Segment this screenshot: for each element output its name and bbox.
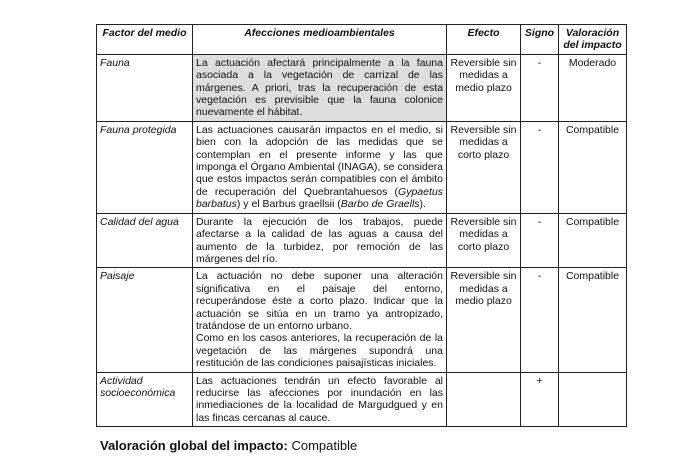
table-row [97, 268, 627, 372]
species-name: Gypaetus barbatus [196, 185, 443, 211]
factor-cell: Paisaje [97, 268, 193, 372]
global-assessment [100, 438, 357, 453]
header-valoracion: Valoración del impacto [559, 25, 627, 55]
afecciones-paragraph: Como en los casos anteriores, la recuperación de la vegetación de las márgenes supondrá una restitución de las condiciones paisajísticas iniciales. [196, 332, 443, 370]
global-assessment-label: Valoración global del impacto: [100, 438, 288, 453]
valoracion-cell: Compatible [559, 121, 627, 213]
efecto-cell: Reversible sin medidas a medio plazo [447, 54, 521, 121]
species-name: Barbo de Graells [340, 198, 420, 211]
factor-cell: Fauna protegida [97, 121, 193, 213]
factor-cell: Calidad del agua [97, 213, 193, 268]
signo-cell: - [521, 268, 559, 372]
valoracion-cell: Compatible [559, 268, 627, 372]
table-row [97, 372, 627, 427]
impact-table [96, 24, 627, 427]
signo-cell: - [521, 121, 559, 213]
valoracion-cell: Compatible [559, 213, 627, 268]
efecto-cell [447, 372, 521, 427]
table-header-row [97, 25, 627, 55]
global-assessment-value: Compatible [291, 438, 358, 453]
efecto-cell: Reversible sin medidas a corto plazo [447, 121, 521, 213]
table-row [97, 54, 627, 121]
afecciones-cell [193, 268, 447, 372]
valoracion-cell [559, 372, 627, 427]
valoracion-cell: Moderado [559, 54, 627, 121]
afecciones-text: ) y el Barbus graellsii ( [236, 198, 341, 211]
afecciones-text: ). [419, 198, 426, 211]
factor-cell: Fauna [97, 54, 193, 121]
signo-cell: - [521, 213, 559, 268]
table-row [97, 121, 627, 213]
signo-cell: - [521, 54, 559, 121]
header-factor: Factor del medio [97, 25, 193, 55]
header-efecto: Efecto [447, 25, 521, 55]
efecto-cell: Reversible sin medidas a medio plazo [447, 268, 521, 372]
afecciones-cell: La actuación afectará principalmente a la fauna asociada a la vegetación de carrizal de las márgenes. A priori, tras la recuperación de esta vegetación es previsible que la fauna colonice nuevamente el hábitat. [193, 54, 447, 121]
header-signo: Signo [521, 25, 559, 55]
efecto-cell: Reversible sin medidas a corto plazo [447, 213, 521, 268]
afecciones-paragraph: La actuación no debe suponer una alteración significativa en el paisaje del entorno, recuperándose éste a corto plazo. Indicar que la actuación se sitúa en un tramo ya antropizado, tratándose de un entorno urbano. [196, 270, 443, 332]
factor-cell: Actividad socioeconómica [97, 372, 193, 427]
afecciones-cell [193, 121, 447, 213]
table-row [97, 213, 627, 268]
afecciones-cell: Las actuaciones tendrán un efecto favorable al reducirse las afecciones por inundación en las inmediaciones de la localidad de Margudgued y en las fincas cercanas al cauce. [193, 372, 447, 427]
header-afecciones: Afecciones medioambientales [193, 25, 447, 55]
signo-cell: + [521, 372, 559, 427]
afecciones-cell: Durante la ejecución de los trabajos, puede afectarse a la calidad de las aguas a causa del aumento de la turbidez, por remoción de las márgenes del río. [193, 213, 447, 268]
afecciones-text: Las actuaciones causarán impactos en el medio, si bien con la adopción de las medidas que se contemplan en el presente informe y las que imponga el Órgano Ambiental (INAGA), se considera que estos impactos serán compatibles con el ámbito de recuperación del Quebrantahuesos ( [196, 123, 443, 198]
